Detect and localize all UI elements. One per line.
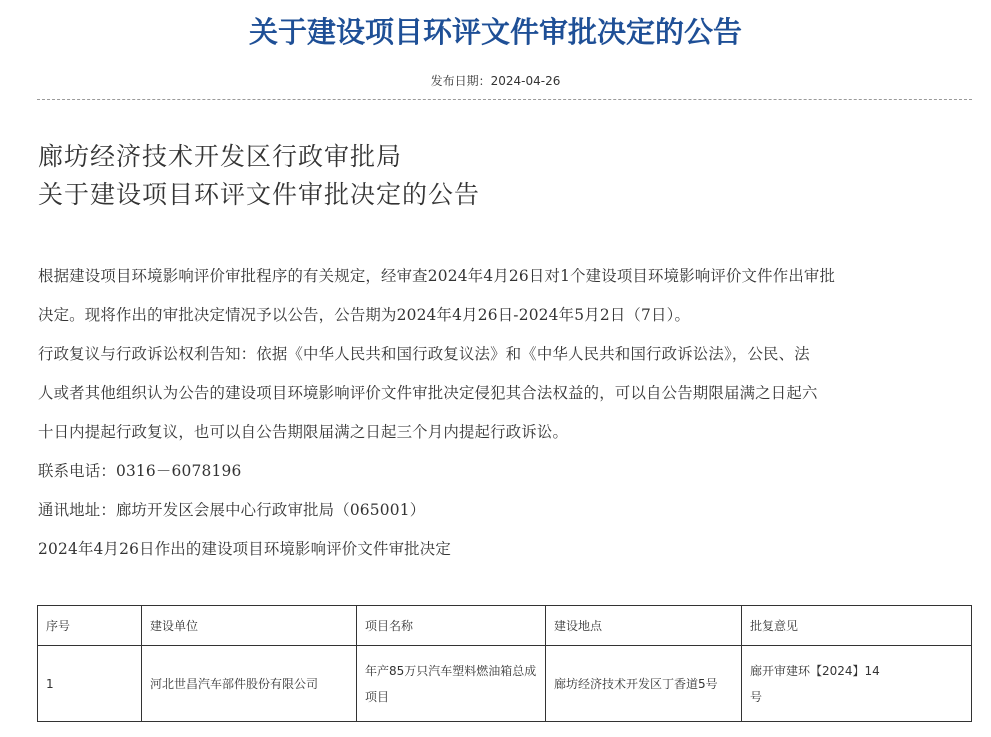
page-title: 关于建设项目环评文件审批决定的公告 [248, 15, 742, 49]
table-header-row [38, 606, 972, 646]
cell-project-line: 年产85万只汽车塑料燃油箱总成 [365, 663, 537, 678]
publish-date-line [0, 72, 991, 89]
cell-unit: 河北世昌汽车部件股份有限公司 [142, 646, 357, 722]
heading-issuer: 廊坊经济技术开发区行政审批局 [38, 142, 403, 171]
header-cell-unit: 建设单位 [142, 606, 357, 646]
cell-location: 廊坊经济技术开发区丁香道5号 [546, 646, 742, 722]
header-cell-no: 序号 [38, 606, 142, 646]
announcement-body [38, 257, 968, 569]
publish-date-label: 发布日期： [430, 74, 491, 88]
header-cell-location: 建设地点 [546, 606, 742, 646]
cell-opinion-line: 号 [750, 689, 763, 704]
header-cell-opinion: 批复意见 [742, 606, 972, 646]
paragraph-notice-line: 决定。现将作出的审批决定情况予以公告，公告期为2024年4月26日-2024年5月2日（7日）。 [38, 306, 691, 324]
cell-opinion [742, 646, 972, 722]
paragraph-rights-line: 十日内提起行政复议，也可以自公告期限届满之日起三个月内提起行政诉讼。 [38, 423, 569, 441]
paragraph-notice-line: 根据建设项目环境影响评价审批程序的有关规定，经审查2024年4月26日对1个建设项目环境影响评价文件作出审批 [38, 267, 836, 285]
paragraph-rights-line: 行政复议与行政诉讼权利告知：依据《中华人民共和国行政复议法》和《中华人民共和国行政诉讼法》，公民、法 [38, 345, 810, 363]
dashed-divider [37, 99, 972, 100]
cell-no: 1 [38, 646, 142, 722]
table-caption: 2024年4月26日作出的建设项目环境影响评价文件审批决定 [38, 540, 451, 558]
publish-date-value: 2024-04-26 [490, 74, 561, 88]
paragraph-rights [38, 335, 968, 452]
contact-address: 通讯地址：廊坊开发区会展中心行政审批局（065001） [38, 501, 426, 519]
header-cell-project: 项目名称 [357, 606, 546, 646]
announcement-heading [38, 138, 968, 214]
approval-table [37, 605, 972, 722]
cell-project-line: 项目 [365, 689, 390, 704]
heading-subject: 关于建设项目环评文件审批决定的公告 [38, 180, 481, 209]
contact-phone: 联系电话：0316－6078196 [38, 462, 242, 480]
cell-opinion-line: 廊开审建环【2024】14 [750, 663, 880, 678]
table-row [38, 646, 972, 722]
paragraph-rights-line: 人或者其他组织认为公告的建设项目环境影响评价文件审批决定侵犯其合法权益的，可以自公告期限届满之日起六 [38, 384, 818, 402]
paragraph-notice [38, 257, 968, 335]
cell-project [357, 646, 546, 722]
